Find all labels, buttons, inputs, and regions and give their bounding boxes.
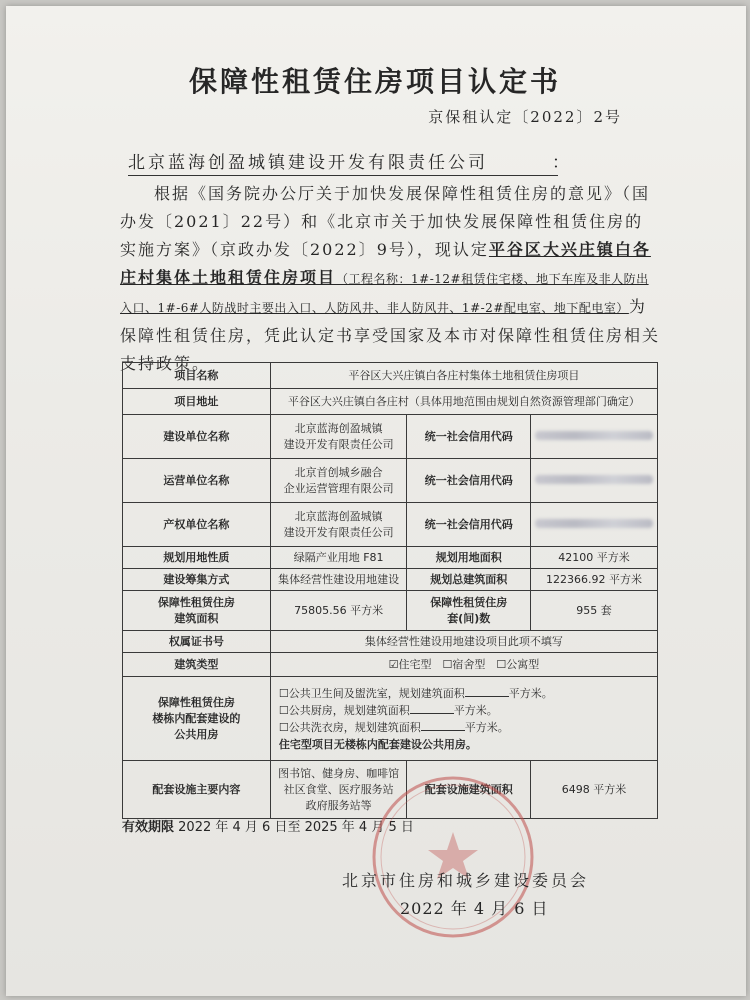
facility-1-unit: 平方米。 [508,686,553,700]
certification-body [120,180,660,378]
redaction-blur [535,475,653,484]
facility-3-text: ☐公共洗衣房，规划建筑面积 [278,720,421,734]
units-label-line-2: 套(间)数 [447,611,491,625]
builder-value [270,415,407,459]
owner-line-2: 建设开发有限责任公司 [283,525,394,539]
facility-2-unit: 平方米。 [453,703,498,717]
redaction-blur [535,519,653,528]
facilities-value [270,677,657,761]
rental-area-label [123,591,271,631]
operator-label: 运营单位名称 [123,459,271,503]
recipient-name: 北京蓝海创盈城镇建设开发有限责任公司 [128,153,488,173]
issuing-authority: 北京市住房和城乡建设委员会 [342,871,590,890]
project-info-table [122,362,658,819]
validity-label: 有效期限 [122,820,175,835]
amenities-line-1: 图书馆、健身房、咖啡馆 [278,766,400,780]
facility-2 [279,702,653,719]
operator-credit-code-redacted [531,459,658,503]
document-title: 保障性租赁住房项目认定书 [188,65,561,98]
title-cert-value: 集体经营性建设用地建设项目此项不填写 [270,631,657,653]
redaction-blur [535,431,653,440]
operator-line-2: 企业运营管理有限公司 [283,481,394,495]
facilities-label-line-2: 楼栋内配套建设的 [152,711,241,725]
builder-label: 建设单位名称 [123,415,271,459]
builder-credit-code-redacted [531,415,658,459]
total-area-label: 规划总建筑面积 [407,569,531,591]
amenities-label: 配套设施主要内容 [123,761,271,819]
blank-line [410,703,454,714]
land-use-value: 绿隔产业用地 F81 [270,547,407,569]
rental-area-value: 75805.56 平方米 [270,591,407,631]
funding-label: 建设筹集方式 [123,569,271,591]
title-cert-label: 权属证书号 [123,631,271,653]
facilities-label-line-1: 保障性租赁住房 [157,695,235,709]
project-name-label: 项目名称 [123,363,271,389]
owner-label: 产权单位名称 [123,503,271,547]
owner-value [270,503,407,547]
recipient-colon: ： [552,153,572,173]
issue-date: 2022 年 4 月 6 日 [400,899,549,918]
building-type-options: ☑住宅型 ☐宿舍型 ☐公寓型 [270,653,657,677]
facility-1-text: ☐公共卫生间及盥洗室，规划建筑面积 [278,686,465,700]
facilities-label-line-3: 公共用房 [174,727,219,741]
amenities-line-2: 社区食堂、医疗服务站 [283,782,394,796]
recipient-line [128,148,572,176]
body-part-2: 为保障性租赁住房，凭此认定书享受国家及本市对保障性租赁住房相关支持政策。 [120,297,661,373]
units-value: 955 套 [531,591,658,631]
operator-credit-code-label: 统一社会信用代码 [407,459,531,503]
funding-value: 集体经营性建设用地建设 [270,569,407,591]
operator-line-1: 北京首创城乡融合 [294,465,383,479]
blank-line [465,686,509,697]
rental-area-label-line-1: 保障性租赁住房 [157,595,235,609]
owner-credit-code-label: 统一社会信用代码 [407,503,531,547]
project-address-label: 项目地址 [123,389,271,415]
land-area-label: 规划用地面积 [407,547,531,569]
amenities-area-label: 配套设施建筑面积 [407,761,531,819]
total-area-value: 122366.92 平方米 [531,569,658,591]
land-use-label: 规划用地性质 [123,547,271,569]
facility-3-unit: 平方米。 [464,720,509,734]
units-label [407,591,531,631]
facility-3 [279,719,653,736]
facility-2-text: ☐公共厨房，规划建筑面积 [278,703,410,717]
blank-line [421,720,465,731]
units-label-line-1: 保障性租赁住房 [430,595,508,609]
project-address-value: 平谷区大兴庄镇白各庄村（具体用地范围由规划自然资源管理部门确定） [270,389,657,415]
builder-credit-code-label: 统一社会信用代码 [407,415,531,459]
owner-line-1: 北京蓝海创盈城镇 [294,509,383,523]
building-type-label: 建筑类型 [123,653,271,677]
validity-value: 2022 年 4 月 6 日至 2025 年 4 月 5 日 [178,820,414,835]
operator-value [270,459,407,503]
rental-area-label-line-2: 建筑面积 [174,611,219,625]
project-scope: （工程名称：1#-12#租赁住宅楼、地下车库及非人防出入口、1#-6#人防战时主要出入口、人防风井、非人防风井、1#-2#配电室、地下配电室） [120,272,649,315]
project-name-value: 平谷区大兴庄镇白各庄村集体土地租赁住房项目 [270,363,657,389]
builder-line-2: 建设开发有限责任公司 [283,437,394,451]
document-number: 京保租认定〔2022〕2号 [428,108,622,126]
amenities-line-3: 政府服务站等 [305,798,372,812]
owner-credit-code-redacted [531,503,658,547]
amenities-area-value: 6498 平方米 [531,761,658,819]
facilities-label [123,677,271,761]
body-part-1: 根据《国务院办公厅关于加快发展保障性租赁住房的意见》（国办发〔2021〕22号）和《北京市关于加快发展保障性租赁住房的实施方案》（京政办发〔2022〕9号），现认定 [120,184,651,259]
land-area-value: 42100 平方米 [531,547,658,569]
facility-note: 住宅型项目无楼栋内配套建设公共用房。 [278,737,477,751]
facility-1 [279,685,653,702]
builder-line-1: 北京蓝海创盈城镇 [294,421,383,435]
project-name-emphasis: 平谷区大兴庄镇白各庄村集体土地租赁住房项目 [120,240,651,287]
